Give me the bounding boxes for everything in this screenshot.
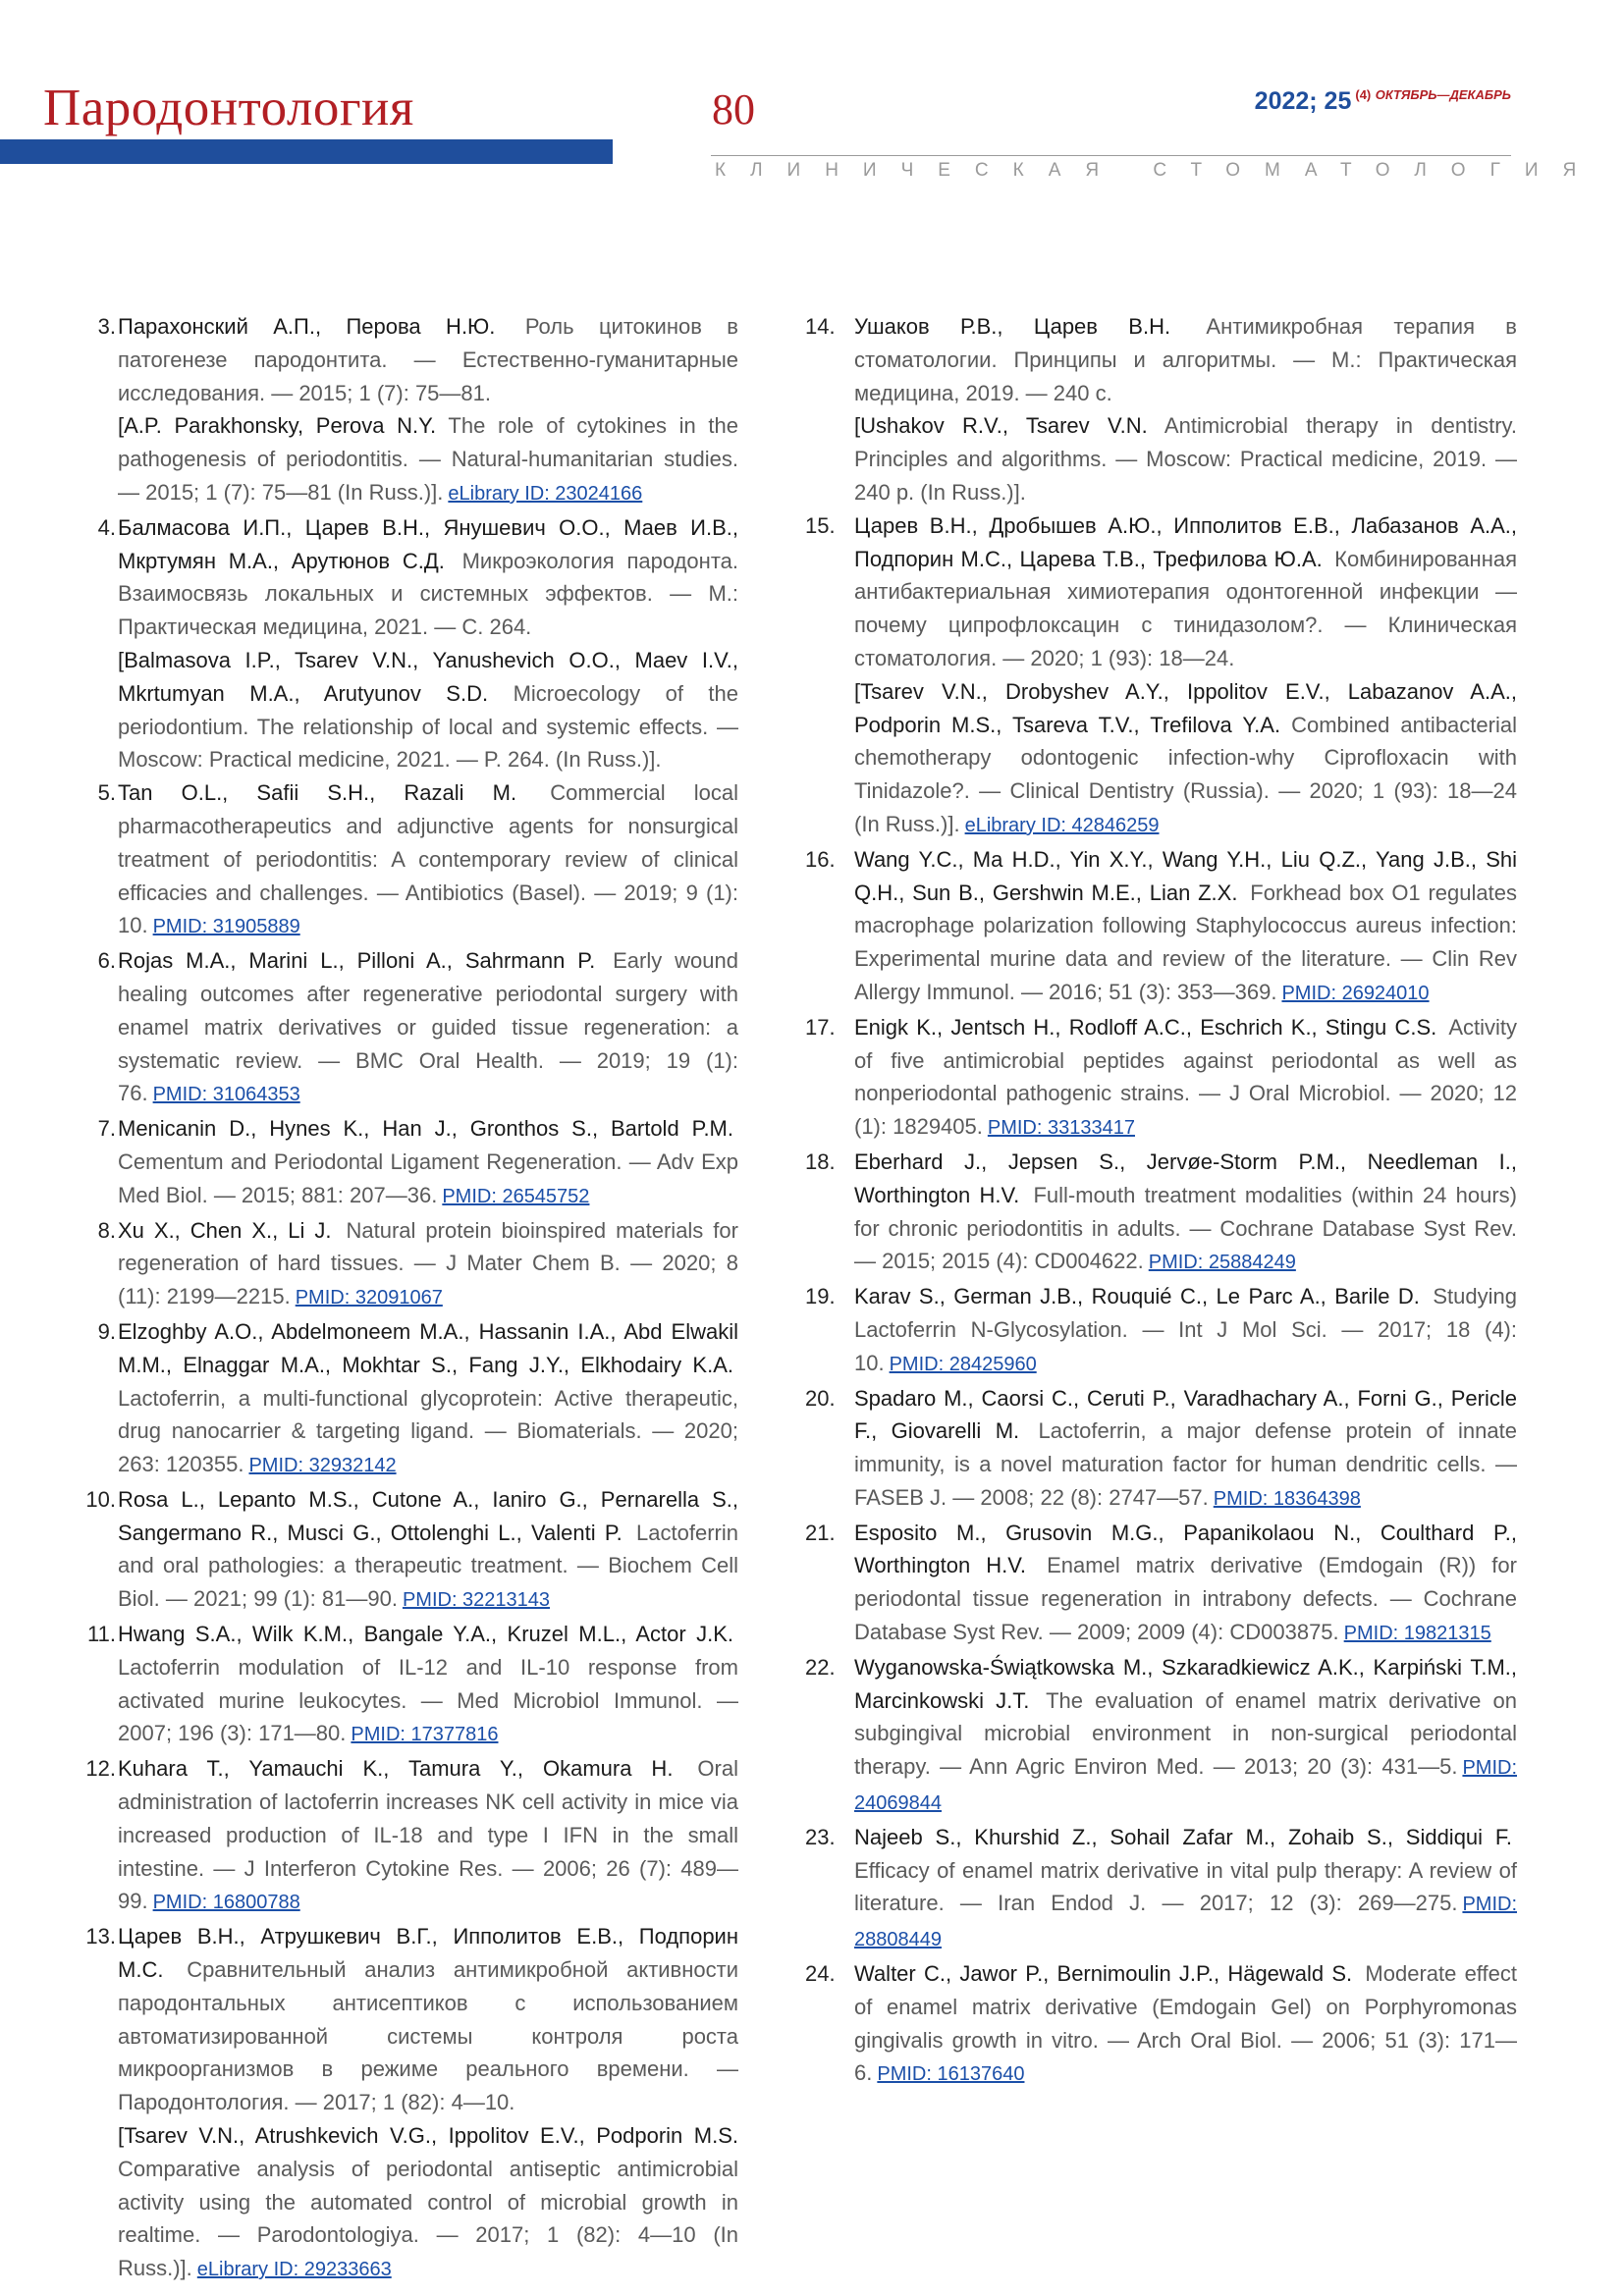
reference-item	[79, 1315, 738, 1483]
reference-number: 18.	[805, 1148, 836, 1174]
reference-link[interactable]: PMID: 28808449	[854, 1894, 1517, 1951]
reference-item	[79, 1752, 738, 1920]
reference-item	[79, 1214, 738, 1315]
reference-item	[79, 1483, 738, 1618]
reference-number: 21.	[805, 1520, 836, 1545]
reference-text: Natural protein bioinspired materials for regeneration of hard tissues. — J Mater Chem B. — 2020; 8 (11): 2199—2215.	[118, 1217, 738, 1309]
reference-text: Lactoferrin, a major defense protein of innate immunity, is a novel maturation factor for human dendritic cells. — FASEB J. — 2008; 22 (8): 2747—57.	[854, 1418, 1517, 1510]
reference-text: Комбинированная антибактериальная химиотерапия одонтогенной инфекции — почему ципрофлоксацин с тинидазолом?. — Клиническая стоматология. — 2020; 1 (93): 18—24.	[854, 546, 1517, 670]
header-rule	[711, 155, 1511, 156]
reference-item	[79, 944, 738, 1112]
reference-number: 9.	[97, 1318, 116, 1344]
section-title: Пародонтология	[43, 80, 414, 136]
reference-link[interactable]: PMID: 18364398	[1213, 1487, 1361, 1510]
reference-number: 3.	[97, 314, 116, 339]
reference-link[interactable]: PMID: 32091067	[295, 1287, 443, 1309]
reference-text: Oral administration of lactoferrin increases NK cell activity in mice via increased production of IL-18 and type I IFN in the small intestine. — J Interferon Cytokine Res. — 2006; 26 (7): 489—99.	[118, 1756, 738, 1914]
reference-number: 22.	[805, 1654, 836, 1680]
reference-authors: Elzoghby A.O., Abdelmoneem M.A., Hassanin I.A., Abd Elwakil M.M., Elnaggar M.A., Mokhtar S., Fang J.Y., Elkhodairy K.A.	[118, 1318, 738, 1377]
translation-authors: [Balmasova I.P., Tsarev V.N., Yanushevich O.O., Maev I.V., Mkrtumyan M.A., Arutyunov S.D.	[118, 647, 738, 706]
journal-name: КЛИНИЧЕСКАЯ СТОМАТОЛОГИЯ	[715, 160, 1601, 181]
reference-authors: Wang Y.C., Ma H.D., Yin X.Y., Wang Y.H., Liu Q.Z., Yang J.B., Shi Q.H., Sun B., Gershwin M.E., Lian Z.X.	[854, 846, 1517, 905]
reference-item	[79, 1920, 738, 2287]
reference-number: 15.	[805, 512, 836, 538]
reference-link[interactable]: PMID: 17377816	[351, 1724, 499, 1746]
reference-text: Moderate effect of enamel matrix derivative (Emdogain Gel) on Porphyromonas gingivalis growth in vitro. — Arch Oral Biol. — 2006; 51 (3): 171—6.	[854, 1961, 1517, 2086]
reference-authors: Wyganowska-Świątkowska M., Szkaradkiewicz A.K., Karpiński T.M., Marcinkowski J.T.	[854, 1654, 1517, 1713]
reference-translation	[854, 675, 1517, 843]
reference-number: 11.	[87, 1622, 116, 1647]
reference-text: Lactoferrin, a multi-functional glycoprotein: Active therapeutic, drug nanocarrier & targeting ligand. — Biomaterials. — 2020; 263: 120355.	[118, 1385, 738, 1477]
translation-authors: [Tsarev V.N., Drobyshev A.Y., Ippolitov E.V., Labazanov A.A., Podporin M.S., Tsareva T.V., Trefilova Y.A.	[854, 678, 1517, 737]
reference-number: 23.	[805, 1824, 836, 1849]
reference-link[interactable]: PMID: 26924010	[1281, 982, 1430, 1004]
reference-authors: Eberhard J., Jepsen S., Jervøe-Storm P.M., Needleman I., Worthington H.V.	[854, 1148, 1517, 1207]
reference-translation	[118, 644, 738, 776]
reference-text: The evaluation of enamel matrix derivative on subgingival microbial environment in non-surgical periodontal therapy. — Ann Agric Environ Med. — 2013; 20 (3): 431—5.	[854, 1687, 1518, 1780]
reference-number: 12.	[85, 1756, 116, 1782]
reference-item	[805, 310, 1517, 509]
reference-authors: Ушаков Р.В., Царев В.Н.	[854, 314, 1171, 339]
reference-text: Enamel matrix derivative (Emdogain (R)) for periodontal tissue regeneration in intrabony defects. — Cochrane Database Syst Rev. — 2009; 2009 (4): CD003875.	[854, 1553, 1517, 1645]
reference-number: 17.	[805, 1014, 836, 1040]
reference-text: Микроэкология пародонта. Взаимосвязь локальных и системных эффектов. — М.: Практическая медицина, 2021. — С. 264.	[118, 548, 738, 640]
reference-authors: Xu X., Chen X., Li J.	[118, 1217, 332, 1243]
reference-link[interactable]: PMID: 16800788	[152, 1892, 300, 1914]
reference-link[interactable]: eLibrary ID: 29233663	[196, 2259, 392, 2281]
reference-authors: Hwang S.A., Wilk K.M., Bangale Y.A., Kruzel M.L., Actor J.K.	[118, 1622, 733, 1647]
translation-text: Microecology of the periodontium. The relationship of local and systemic effects. — Moscow: Practical medicine, 2021. — P. 264. (In Russ.)].	[118, 680, 738, 773]
page-number: 80	[712, 85, 755, 133]
reference-text: Full-mouth treatment modalities (within 24 hours) for chronic periodontitis in adults. — Cochrane Database Syst Rev. — 2015; 2015 (4): CD004622.	[854, 1182, 1517, 1274]
reference-authors: Esposito M., Grusovin M.G., Papanikolaou N., Coulthard P., Worthington H.V.	[854, 1520, 1517, 1578]
reference-link[interactable]: PMID: 19821315	[1343, 1623, 1491, 1645]
reference-text: Роль цитокинов в патогенезе пародонтита. — Естественно-гуманитарные исследования. — 2015; 1 (7): 75—81.	[118, 314, 738, 405]
reference-item	[805, 1382, 1517, 1517]
reference-link[interactable]: PMID: 33133417	[987, 1117, 1135, 1140]
reference-link[interactable]: PMID: 24069844	[854, 1757, 1517, 1815]
reference-authors: Kuhara T., Yamauchi K., Tamura Y., Okamura H.	[118, 1756, 674, 1782]
reference-link[interactable]: eLibrary ID: 23024166	[448, 482, 643, 505]
reference-link[interactable]: PMID: 16137640	[877, 2063, 1025, 2086]
reference-authors: Rojas M.A., Marini L., Pilloni A., Sahrmann P.	[118, 948, 596, 974]
reference-item	[805, 1146, 1517, 1280]
reference-translation	[118, 2119, 738, 2287]
reference-item	[79, 511, 738, 776]
reference-text: Lactoferrin and oral pathologies: a therapeutic treatment. — Biochem Cell Biol. — 2021; 99 (1): 81—90.	[118, 1520, 738, 1612]
reference-authors: Menicanin D., Hynes K., Han J., Gronthos S., Bartold P.M.	[118, 1116, 733, 1142]
reference-text: Lactoferrin modulation of IL-12 and IL-10 response from activated murine leukocytes. — Med Microbiol Immunol. — 2007; 196 (3): 171—80.	[118, 1654, 738, 1746]
reference-link[interactable]: PMID: 26545752	[442, 1185, 590, 1207]
reference-text: Studying Lactoferrin N-Glycosylation. — Int J Mol Sci. — 2017; 18 (4): 10.	[854, 1284, 1517, 1375]
reference-authors: Tan O.L., Safii S.H., Razali M.	[118, 780, 517, 806]
reference-number: 5.	[97, 780, 116, 806]
reference-link[interactable]: PMID: 28425960	[889, 1353, 1037, 1375]
reference-text: Сравнительный анализ антимикробной активности пародонтальных антисептиков с использованием автоматизированной системы контроля роста микроорганизмов в режиме реального времени. — Пародонтология. — 2017; 1 (82): 4—10.	[118, 1957, 738, 2115]
reference-authors: Najeeb S., Khurshid Z., Sohail Zafar M., Zohaib S., Siddiqui F.	[854, 1824, 1512, 1849]
reference-number: 10.	[85, 1486, 116, 1512]
reference-item	[79, 1112, 738, 1213]
reference-item	[805, 1517, 1517, 1651]
translation-authors: [Tsarev V.N., Atrushkevich V.G., Ippolitov E.V., Podporin M.S.	[118, 2123, 738, 2149]
reference-number: 14.	[805, 314, 836, 339]
reference-number: 4.	[97, 514, 116, 540]
reference-item	[805, 1011, 1517, 1146]
reference-link[interactable]: PMID: 31905889	[152, 916, 300, 938]
reference-authors: Enigk K., Jentsch H., Rodloff A.C., Eschrich K., Stingu C.S.	[854, 1014, 1437, 1040]
reference-number: 7.	[97, 1116, 116, 1142]
reference-link[interactable]: PMID: 31064353	[152, 1084, 300, 1106]
reference-number: 16.	[805, 846, 836, 872]
reference-number: 24.	[805, 1961, 836, 1987]
reference-authors: Spadaro M., Caorsi C., Ceruti P., Varadhachary A., Forni G., Pericle F., Giovarelli M.	[854, 1385, 1517, 1444]
references-column-left	[79, 310, 738, 2287]
reference-item	[79, 1618, 738, 1752]
header-accent-bar	[0, 139, 613, 164]
translation-authors: [A.P. Parakhonsky, Perova N.Y.	[118, 413, 437, 439]
reference-authors: Царев В.Н., Дробышев А.Ю., Ипполитов Е.В., Лабазанов А.А., Подпорин М.С., Царева Т.В., Трефилова Ю.А.	[854, 512, 1517, 571]
reference-link[interactable]: PMID: 32213143	[402, 1589, 551, 1612]
reference-text: Антимикробная терапия в стоматологии. Принципы и алгоритмы. — М.: Практическая медицина, 2019. — 240 с.	[854, 314, 1517, 405]
reference-number: 6.	[97, 948, 116, 974]
reference-item	[805, 1280, 1517, 1381]
reference-number: 20.	[805, 1385, 836, 1411]
translation-authors: [Ushakov R.V., Tsarev V.N.	[854, 413, 1148, 439]
reference-item	[79, 310, 738, 511]
reference-authors: Walter C., Jawor P., Bernimoulin J.P., Hägewald S.	[854, 1961, 1353, 1987]
reference-text: Activity of five antimicrobial peptides against periodontal as well as nonperiodontal pathogenic strains. — J Oral Microbiol. — 2020; 12 (1): 1829405.	[854, 1014, 1517, 1140]
translation-text: The role of cytokines in the pathogenesis of periodontitis. — Natural-humanitarian studies. — 2015; 1 (7): 75—81 (In Russ.)].	[118, 413, 739, 505]
reference-text: Commercial local pharmacotherapeutics and adjunctive agents for nonsurgical treatment of periodontitis: A contemporary review of clinical efficacies and challenges. — Antibiotics (Basel). — 2019; 9 (1): 10.	[118, 780, 738, 938]
translation-text: Combined antibacterial chemotherapy odontogenic infection-why Ciprofloxacin with Tinidazole?. — Clinical Dentistry (Russia). — 2020; 1 (93): 18—24 (In Russ.)].	[854, 712, 1517, 836]
reference-translation	[118, 409, 738, 510]
translation-text: Comparative analysis of periodontal antiseptic antimicrobial activity using the automated control of microbial growth in realtime. — Parodontologiya. — 2017; 1 (82): 4—10 (In Russ.)].	[118, 2156, 738, 2281]
reference-link[interactable]: PMID: 25884249	[1148, 1252, 1296, 1274]
issue-period: ОКТЯБРЬ—ДЕКАБРЬ	[1375, 87, 1511, 102]
reference-authors: Rosa L., Lepanto M.S., Cutone A., Ianiro G., Pernarella S., Sangermano R., Musci G., Ottolenghi L., Valenti P.	[118, 1486, 738, 1545]
reference-authors: Парахонский А.П., Перова Н.Ю.	[118, 314, 496, 339]
reference-link[interactable]: PMID: 32932142	[248, 1455, 397, 1477]
reference-item	[79, 776, 738, 944]
reference-item	[805, 1651, 1517, 1821]
references-column-right	[805, 310, 1517, 2092]
reference-item	[805, 509, 1517, 843]
reference-text: Cementum and Periodontal Ligament Regeneration. — Adv Exp Med Biol. — 2015; 881: 207—36.	[118, 1148, 738, 1207]
reference-translation	[854, 409, 1517, 508]
reference-item	[805, 1821, 1517, 1957]
reference-number: 19.	[805, 1284, 836, 1309]
reference-item	[805, 1957, 1517, 2092]
reference-authors: Царев В.Н., Атрушкевич В.Г., Ипполитов Е.В., Подпорин М.С.	[118, 1924, 738, 1983]
year-volume: 2022; 25	[1254, 87, 1352, 115]
issue-number: (4)	[1355, 87, 1372, 102]
reference-item	[805, 843, 1517, 1011]
reference-number: 13.	[85, 1924, 116, 1949]
reference-link[interactable]: eLibrary ID: 42846259	[964, 814, 1160, 836]
reference-text: Forkhead box O1 regulates macrophage polarization following Staphylococcus aureus infection: Experimental murine data and review of the literature. — Clin Rev Allergy Immunol. — 2016; 51 (3): 353—369.	[854, 880, 1517, 1004]
issue-info	[1255, 87, 1511, 116]
reference-text: Efficacy of enamel matrix derivative in vital pulp therapy: A review of literature. — Iran Endod J. — 2017; 12 (3): 269—275.	[854, 1857, 1517, 1916]
reference-text: Early wound healing outcomes after regenerative periodontal surgery with enamel matrix derivatives or guided tissue regeneration: a systematic review. — BMC Oral Health. — 2019; 19 (1): 76.	[118, 948, 738, 1106]
reference-number: 8.	[97, 1217, 116, 1243]
reference-authors: Karav S., German J.B., Rouquié C., Le Parc A., Barile D.	[854, 1284, 1420, 1309]
reference-authors: Балмасова И.П., Царев В.Н., Янушевич О.О., Маев И.В., Мкртумян М.А., Арутюнов С.Д.	[118, 514, 738, 573]
translation-text: Antimicrobial therapy in dentistry. Principles and algorithms. — Moscow: Practical medicine, 2019. — 240 p. (In Russ.)].	[854, 413, 1517, 505]
